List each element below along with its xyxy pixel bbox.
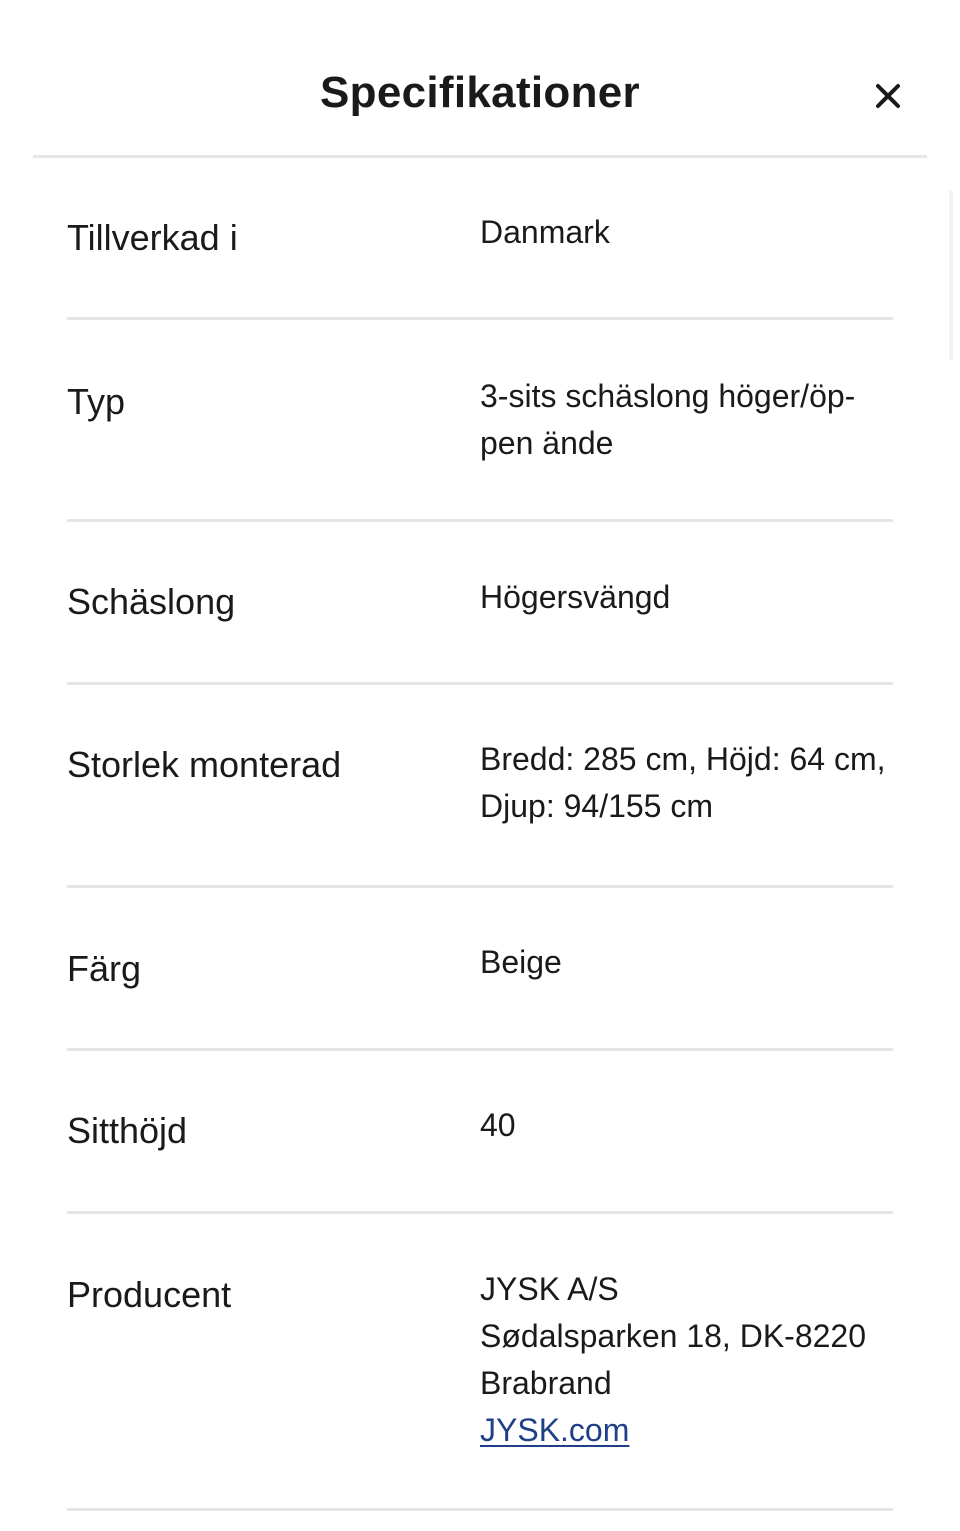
spec-value-line: 3-sits schäslong höger/öp-	[480, 378, 856, 414]
spec-row-storlek	[67, 685, 893, 888]
spec-value-line: 40	[480, 1107, 516, 1143]
spec-label: Tillverkad i	[67, 217, 238, 258]
spec-value	[480, 209, 895, 256]
spec-value	[480, 1102, 895, 1149]
spec-row-typ	[67, 320, 893, 522]
spec-list	[67, 158, 893, 1511]
spec-row-farg	[67, 888, 893, 1051]
spec-label: Schäslong	[67, 581, 236, 622]
spec-value	[480, 574, 895, 621]
spec-value-line: Högersvängd	[480, 579, 671, 615]
spec-value-line: Beige	[480, 944, 562, 980]
scrollbar-track[interactable]	[949, 190, 953, 360]
dialog-header	[33, 0, 927, 158]
spec-row-producent	[67, 1214, 893, 1511]
spec-value-line: Sødalsparken 18, DK-8220	[480, 1318, 866, 1354]
spec-label: Sitthöjd	[67, 1110, 188, 1151]
spec-value-line: pen ände	[480, 425, 614, 461]
close-button[interactable]	[870, 78, 906, 114]
spec-value-line: Bredd: 285 cm, Höjd: 64 cm,	[480, 741, 886, 777]
spec-row-schaslong	[67, 522, 893, 685]
close-icon	[870, 78, 906, 114]
spec-value	[480, 373, 895, 467]
spec-value	[480, 736, 895, 830]
spec-value-line: JYSK A/S	[480, 1271, 619, 1307]
dialog-title: Specifikationer	[320, 68, 640, 117]
spec-row-sitthojd	[67, 1051, 893, 1214]
manufacturer-website-link[interactable]: JYSK.com	[480, 1412, 630, 1448]
spec-label: Färg	[67, 948, 142, 989]
spec-value	[480, 939, 895, 986]
spec-row-tillverkad	[67, 158, 893, 320]
spec-label: Typ	[67, 381, 126, 422]
spec-value-line: Djup: 94/155 cm	[480, 788, 714, 824]
spec-label: Storlek monterad	[67, 744, 342, 785]
spec-value-line: Danmark	[480, 214, 610, 250]
spec-label: Producent	[67, 1274, 232, 1315]
spec-value	[480, 1266, 895, 1454]
spec-value-line: Brabrand	[480, 1365, 612, 1401]
